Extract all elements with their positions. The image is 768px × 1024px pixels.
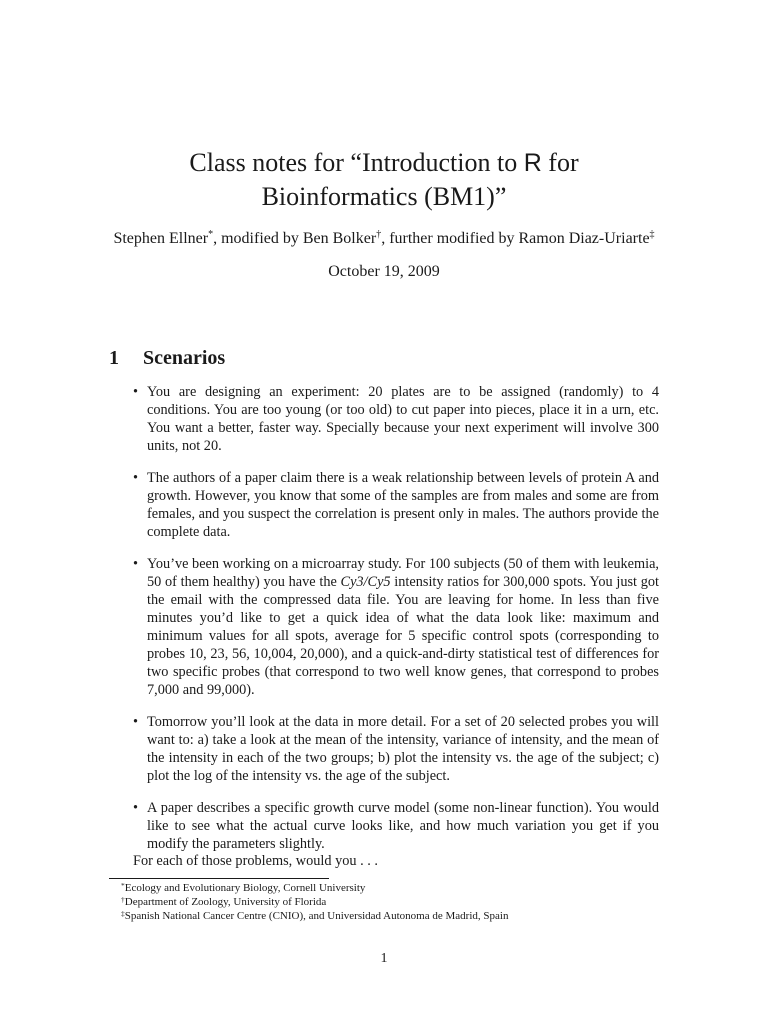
section-title: Scenarios — [143, 347, 226, 369]
footnote-mark: ‡ — [649, 229, 655, 240]
author-line — [0, 229, 768, 249]
list-item: • The authors of a paper claim there is a weak relationship between levels of protein A and growth. However, you know that some of the samples are from males and some are from females, and you suspect the correlation is present only in males. The authors provide the complete data. — [133, 469, 659, 541]
footnote — [121, 881, 681, 895]
author-name: , modified by Ben Bolker — [213, 230, 377, 247]
list-item — [133, 555, 659, 699]
scenario-list — [133, 383, 659, 867]
author-name: Stephen Ellner — [113, 230, 209, 247]
title-line-1 — [0, 146, 768, 180]
paper-date: October 19, 2009 — [328, 263, 440, 280]
list-item: • You are designing an experiment: 20 plates are to be assigned (randomly) to 4 conditions. You are too young (or too old) to cut paper into pieces, place it in a urn, etc. You want a better, faster way. Specially because your next experiment will involve 300 units, not 20. — [133, 383, 659, 455]
footnote-text: Department of Zoology, University of Florida — [124, 896, 327, 909]
page-number: 1 — [380, 951, 388, 966]
footnote — [121, 895, 681, 909]
author-name: , further modified by Ramon Diaz-Uriarte — [381, 230, 650, 247]
list-item-text: intensity ratios for 300,000 spots. You just got the email with the compressed data file. You are leaving for home. In less than five minutes you’d like to get a quick idea of what the data look like: maximum and minimum values for all spots, average for 5 specific control spots (corresponding to probes 10, 23, 56, 10,004, 20,000), and a quick-and-dirty statistical test of differences for two specific probes (that correspond to two well know genes, that correspond to probes 7,000 and 99,000). — [147, 574, 659, 698]
footnote-mark: ‡ — [121, 909, 125, 919]
footnote-mark: † — [121, 895, 125, 905]
title-r-glyph: R — [523, 149, 542, 177]
footnote — [121, 909, 681, 923]
list-item: • Tomorrow you’ll look at the data in more detail. For a set of 20 selected probes you will want to: a) take a look at the mean of the intensity, variance of intensity, and the mean of the intensity in each of the two groups; b) plot the intensity vs. the age of the subject; c) plot the log of the intensity vs. the age of the subject. — [133, 713, 659, 785]
footnote-divider — [109, 878, 329, 879]
title-line-2: Bioinformatics (BM1)” — [261, 182, 507, 211]
section-number: 1 — [109, 347, 119, 369]
title-text: for — [541, 148, 579, 177]
footnote-mark: * — [208, 229, 214, 240]
footnote-mark: † — [376, 229, 382, 240]
footnote-text: Spanish National Cancer Centre (CNIO), and Universidad Autonoma de Madrid, Spain — [124, 910, 509, 923]
list-item-text: You’ve been working on a microarray study. For 100 subjects (50 of them with leukemia, 50 of them healthy) you have the — [147, 556, 659, 590]
math-expression: Cy3/Cy5 — [340, 574, 391, 590]
title-text: Class notes for “Introduction to — [189, 148, 524, 177]
paper-title — [0, 146, 768, 214]
closing-sentence: For each of those problems, would you . . . — [133, 853, 378, 869]
footnote-mark: * — [121, 881, 125, 890]
footnote-text: Ecology and Evolutionary Biology, Cornell University — [124, 882, 366, 894]
list-item: • A paper describes a specific growth curve model (some non-linear function). You would like to see what the actual curve looks like, and how much variation you get if you modify the parameters slightly. — [133, 799, 659, 853]
footnotes — [121, 881, 681, 924]
section-heading — [109, 345, 225, 371]
